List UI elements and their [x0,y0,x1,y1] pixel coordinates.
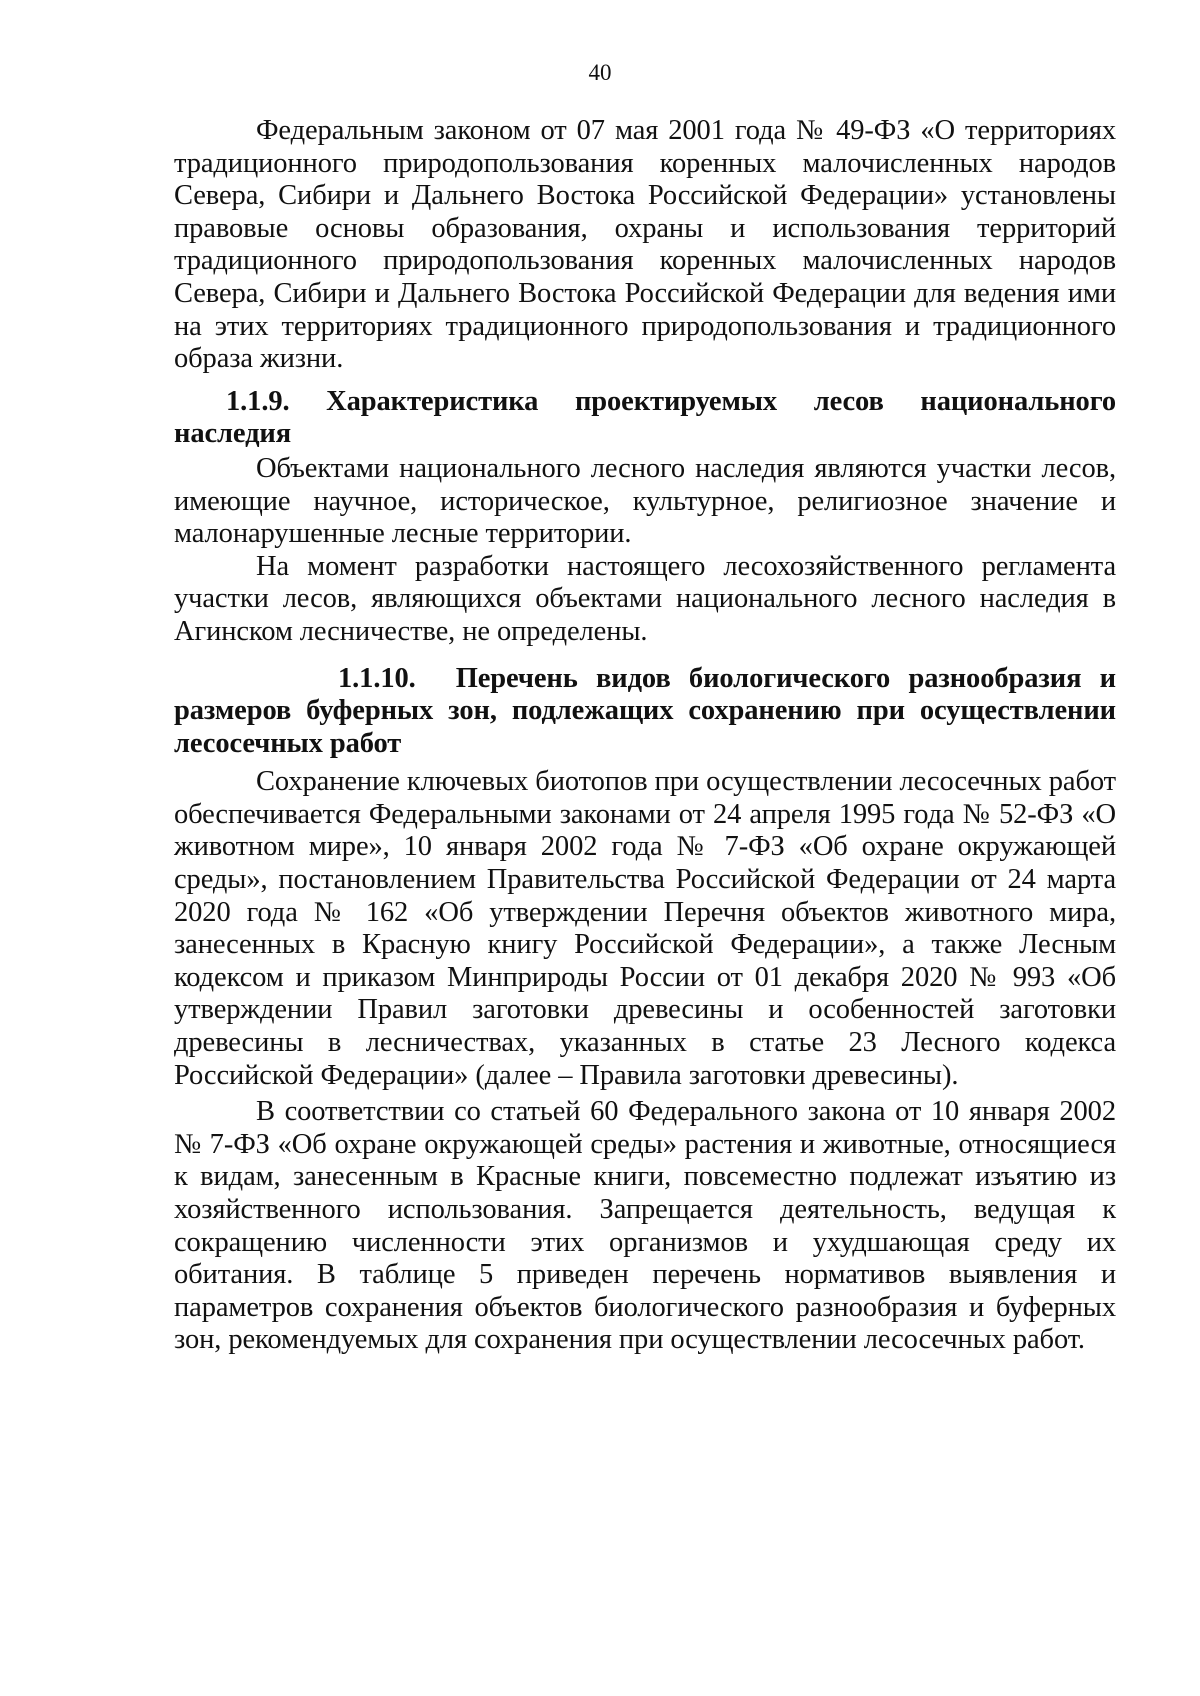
section-1-1-9-paragraph: На момент разработки настоящего лесохозяйственного регламента участки лесов, являющихся объектами национального лесного наследия в Агинском лесничестве, не определены. [174,550,1116,647]
section-number: 1.1.10. [338,662,416,694]
section-1-1-10-paragraph: Сохранение ключевых биотопов при осуществлении лесосечных работ обеспечивается Федеральными законами от 24 апреля 1995 года № 52-ФЗ «О животном мире», 10 января 2002 года № 7-ФЗ «Об охране окружающей среды», постановлением Правительства Российской Федерации от 24 марта 2020 года № 162 «Об утверждении Перечня объектов животного мира, занесенных в Красную книгу Российской Федерации», а также Лесным кодексом и приказом Минприроды России от 01 декабря 2020 № 993 «Об утверждении Правил заготовки древесины и особенностей заготовки древесины в лесничествах, указанных в статье 23 Лесного кодекса Российской Федерации» (далее – Правила заготовки древесины). [174,766,1116,1091]
section-1-1-9-paragraph: Объектами национального лесного наследия являются участки лесов, имеющие научное, историческое, культурное, религиозное значение и малонарушенные лесные территории. [174,452,1116,550]
section-title: Перечень видов биологического разнообразия и размеров буферных зон, подлежащих сохранению при осуществлении лесосечных работ [174,662,1116,759]
page-number: 40 [588,60,612,85]
section-heading-1-1-9: 1.1.9. Характеристика проектируемых лесов национального наследия [174,385,1116,450]
intro-paragraph: Федеральным законом от 07 мая 2001 года № 49-ФЗ «О территориях традиционного природопользования коренных малочисленных народов Севера, Сибири и Дальнего Востока Российской Федерации» установлены правовые основы образования, охраны и использования территорий традиционного природопользования коренных малочисленных народов Севера, Сибири и Дальнего Востока Российской Федерации для ведения ими на этих территориях традиционного природопользования и традиционного образа жизни. [174,115,1116,375]
page-body [174,115,1116,1357]
section-heading-1-1-10 [174,663,1116,761]
section-1-1-10-paragraph: В соответствии со статьей 60 Федерального закона от 10 января 2002 № 7-ФЗ «Об охране окружающей среды» растения и животные, относящиеся к видам, занесенным в Красные книги, повсеместно подлежат изъятию из хозяйственного использования. Запрещается деятельность, ведущая к сокращению численности этих организмов и ухудшающая среду их обитания. В таблице 5 приведен перечень нормативов выявления и параметров сохранения объектов биологического разнообразия и буферных зон, рекомендуемых для сохранения при осуществлении лесосечных работ. [174,1096,1116,1356]
